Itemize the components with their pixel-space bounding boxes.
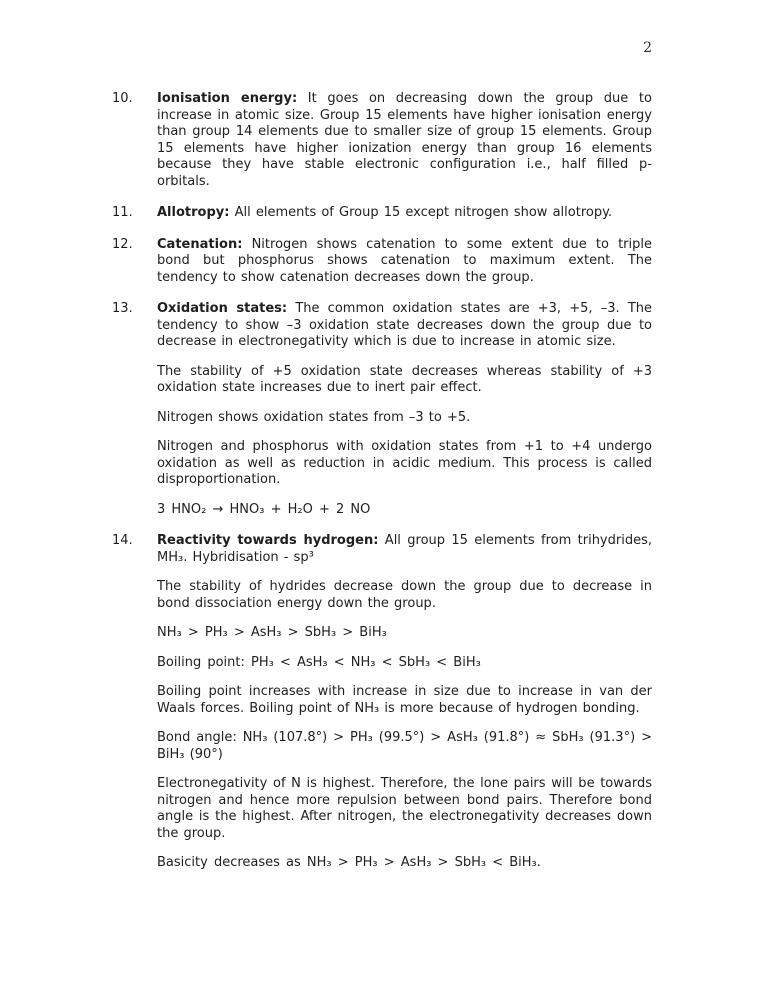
item-number: 14. [112,533,133,548]
list-item-11 [112,205,652,235]
item-content [157,533,652,885]
paragraph-hydride-stability: The stability of hydrides decrease down the group due to decrease in bond dissociation energy down the group. [157,579,652,611]
boiling-point-order: Boiling point: PH₃ < AsH₃ < NH₃ < SbH₃ < BiH₃ [157,654,481,670]
item-content [157,301,652,531]
paragraph-electronegativity: Electronegativity of N is highest. Therefore, the lone pairs will be towards nitrogen and hence more repulsion between bond pairs. Therefore bond angle is the highest. After nitrogen, the electronegativity decreases down the group. [157,776,652,841]
item-title: Reactivity towards hydrogen: [157,533,379,548]
item-title: Oxidation states: [157,301,288,316]
item-lead-paragraph [157,533,652,566]
paragraph-disproportionation: Nitrogen and phosphorus with oxidation states from +1 to +4 undergo oxidation as well as reduction in acidic medium. This process is called disproportionation. [157,439,652,487]
item-lead-paragraph [157,91,652,190]
item-title: Ionisation energy: [157,91,298,106]
bond-angle-comparison: Bond angle: NH₃ (107.8°) > PH₃ (99.5°) > AsH₃ (91.8°) ≈ SbH₃ (91.3°) > BiH₃ (90°) [157,730,652,762]
item-lead-paragraph [157,205,652,222]
item-lead-text: All group 15 elements from trihydrides, MH₃. Hybridisation - sp³ [157,533,652,565]
item-content [157,91,652,203]
item-content [157,237,652,300]
item-number: 10. [112,91,133,106]
item-number: 12. [112,236,133,252]
list-item-14 [112,533,652,885]
item-lead-paragraph [157,237,652,287]
paragraph-boiling-point: Boiling point increases with increase in size due to increase in van der Waals forces. Boiling point of NH₃ is more because of hydrogen bonding. [157,684,652,716]
item-lead-text: All elements of Group 15 except nitrogen show allotropy. [234,205,613,220]
item-title: Catenation: [157,236,243,252]
list-item-10 [112,91,652,203]
chemical-equation: 3 HNO₂ → HNO₃ + H₂O + 2 NO [157,501,371,517]
item-number: 11. [112,205,133,220]
paragraph-nitrogen-states: Nitrogen shows oxidation states from –3 to +5. [157,409,471,425]
list-item-12 [112,237,652,300]
item-content [157,205,652,235]
page-number: 2 [643,40,652,56]
paragraph-oxidation-stability: The stability of +5 oxidation state decreases whereas stability of +3 oxidation state increases due to inert pair effect. [157,363,652,395]
item-lead-text: It goes on decreasing down the group due to increase in atomic size. Group 15 elements have higher ionisation energy than group 14 elements due to smaller size of group 15 elements. Group 15 elements have higher ionization energy than group 16 elements because they have stable electronic configuration i.e., half filled p-orbitals. [157,91,652,189]
item-lead-text: The common oxidation states are +3, +5, –3. The tendency to show –3 oxidation state decreases down the group due to decrease in electronegativity which is due to increase in atomic size. [157,301,653,349]
numbered-list [112,91,652,885]
item-lead-text: Nitrogen shows catenation to some extent due to triple bond but phosphorus shows catenation to maximum extent. The tendency to show catenation decreases down the group. [157,236,652,285]
item-number: 13. [112,301,133,316]
basicity-order: Basicity decreases as NH₃ > PH₃ > AsH₃ > SbH₃ < BiH₃. [157,855,541,870]
list-item-13 [112,301,652,531]
item-lead-paragraph [157,301,652,351]
item-title: Allotropy: [157,205,230,220]
hydride-stability-order: NH₃ > PH₃ > AsH₃ > SbH₃ > BiH₃ [157,625,387,640]
